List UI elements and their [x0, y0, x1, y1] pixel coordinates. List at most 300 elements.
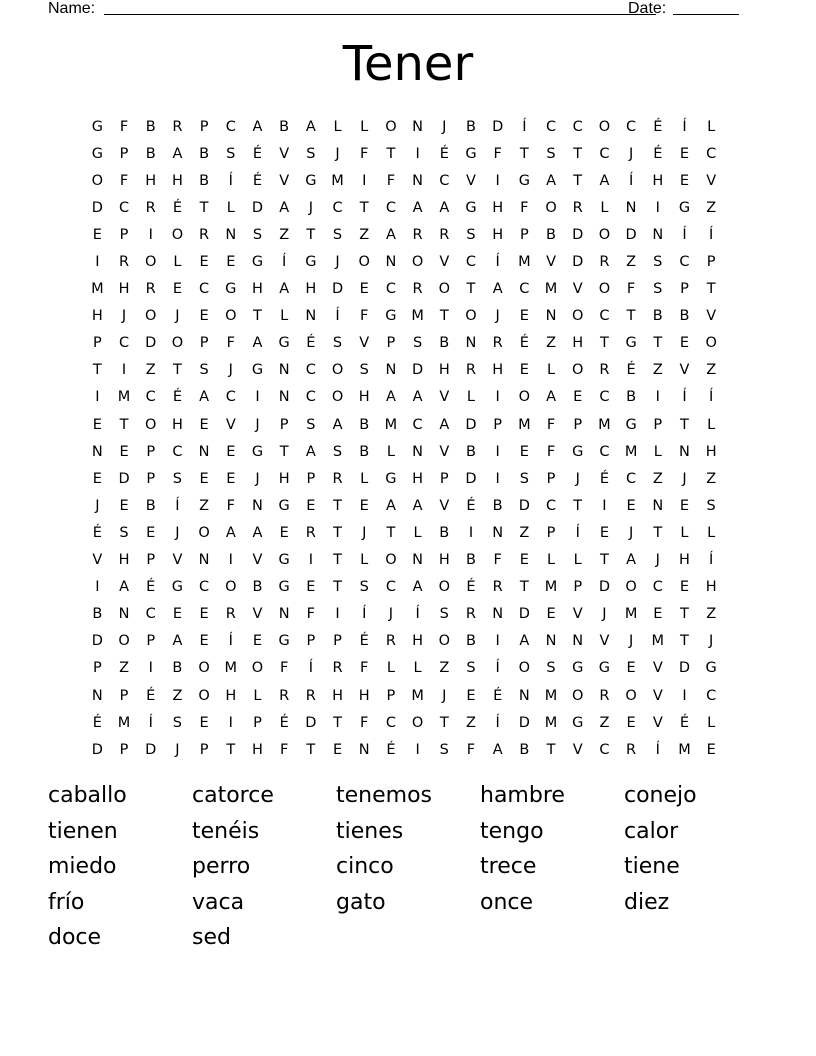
grid-row [84, 140, 725, 167]
grid-letter: Z [279, 226, 290, 243]
grid-letter: É [653, 145, 663, 162]
grid-letter: E [199, 714, 209, 731]
grid-letter: V [679, 362, 690, 379]
grid-letter: H [118, 552, 130, 569]
grid-letter: N [545, 633, 557, 650]
grid-letter: G [278, 633, 290, 650]
grid-letter: J [335, 254, 340, 271]
grid-letter: P [92, 335, 102, 352]
grid-letter: O [171, 335, 184, 352]
grid-letter: O [198, 524, 210, 541]
grid-row [84, 465, 725, 492]
grid-letter: Z [172, 687, 183, 704]
grid-letter: C [412, 416, 423, 433]
grid-letter: F [119, 118, 129, 135]
grid-letter: Í [175, 497, 180, 514]
page-title: Tener [342, 36, 474, 92]
grid-letter: R [172, 118, 183, 135]
grid-letter: M [624, 606, 638, 623]
grid-letter: P [92, 660, 102, 677]
grid-letter: B [465, 633, 476, 650]
grid-letter: N [625, 199, 637, 216]
grid-letter: H [305, 281, 317, 298]
grid-letter: M [117, 714, 131, 731]
grid-letter: É [386, 741, 396, 758]
grid-letter: I [228, 552, 233, 569]
grid-letter: R [305, 524, 316, 541]
grid-letter: F [226, 497, 235, 514]
grid-letter: Í [682, 389, 687, 406]
grid-letter: A [412, 389, 423, 406]
grid-letter: T [706, 281, 716, 298]
grid-letter: V [652, 687, 663, 704]
grid-letter: D [625, 226, 637, 243]
grid-letter: E [359, 497, 369, 514]
grid-letter: O [331, 389, 344, 406]
grid-letter: É [306, 335, 316, 352]
word-list-item: once [480, 889, 534, 915]
grid-row [84, 194, 725, 221]
grid-letter: R [412, 226, 423, 243]
grid-letter: T [172, 362, 182, 379]
grid-letter: P [386, 335, 396, 352]
grid-letter: C [679, 254, 690, 271]
grid-letter: L [173, 254, 182, 271]
grid-letter: V [439, 443, 450, 460]
grid-letter: F [493, 552, 502, 569]
grid-letter: S [226, 145, 236, 162]
grid-letter: M [544, 281, 558, 298]
grid-letter: V [572, 741, 583, 758]
grid-letter: R [599, 254, 610, 271]
grid-letter: C [225, 118, 236, 135]
grid-letter: P [706, 254, 716, 271]
grid-letter: N [305, 308, 317, 325]
grid-letter: G [705, 660, 717, 677]
grid-letter: I [228, 714, 233, 731]
grid-letter: O [385, 118, 397, 135]
grid-letter: A [385, 389, 396, 406]
grid-letter: S [306, 416, 316, 433]
grid-letter: O [572, 687, 584, 704]
grid-letter: Z [706, 199, 717, 216]
grid-letter: A [172, 633, 183, 650]
grid-letter: N [278, 389, 290, 406]
grid-letter: J [335, 145, 340, 162]
grid-letter: O [438, 633, 450, 650]
grid-letter: P [306, 470, 316, 487]
grid-letter: M [624, 443, 638, 460]
word-list-item: tiene [624, 854, 680, 879]
grid-letter: S [172, 714, 183, 731]
grid-letter: Í [682, 226, 687, 243]
grid-letter: F [360, 308, 369, 325]
grid-letter: N [465, 335, 477, 352]
worksheet-header [48, 0, 740, 18]
name-blank-line [104, 14, 656, 15]
grid-letter: O [411, 254, 424, 271]
grid-letter: L [413, 524, 422, 541]
grid-letter: Í [282, 254, 287, 271]
grid-letter: M [651, 633, 665, 650]
grid-letter: I [415, 145, 420, 162]
grid-letter: J [495, 308, 500, 325]
grid-letter: E [306, 579, 316, 596]
grid-letter: C [439, 172, 450, 189]
grid-letter: É [252, 145, 263, 162]
grid-letter: E [519, 443, 529, 460]
grid-letter: H [225, 687, 237, 704]
grid-letter: P [386, 687, 396, 704]
grid-letter: E [519, 308, 529, 325]
grid-letter: O [598, 118, 611, 135]
grid-letter: S [439, 606, 449, 623]
grid-letter: V [252, 606, 263, 623]
grid-letter: P [653, 416, 663, 433]
grid-letter: C [225, 389, 236, 406]
grid-letter: J [655, 552, 660, 569]
grid-letter: O [572, 362, 584, 379]
grid-letter: N [518, 687, 530, 704]
grid-letter: Z [599, 714, 610, 731]
grid-letter: V [652, 714, 663, 731]
grid-letter: M [544, 579, 558, 596]
grid-letter: E [653, 606, 663, 623]
grid-letter: D [91, 633, 103, 650]
grid-letter: I [148, 660, 153, 677]
grid-letter: J [628, 633, 634, 650]
grid-letter: L [707, 524, 716, 541]
grid-letter: N [198, 552, 210, 569]
grid-letter: C [199, 579, 210, 596]
grid-letter: F [546, 443, 556, 460]
grid-letter: É [493, 687, 503, 704]
grid-letter: S [439, 741, 449, 758]
grid-letter: S [546, 660, 556, 677]
grid-letter: S [466, 226, 476, 243]
grid-letter: J [121, 308, 127, 325]
grid-letter: T [519, 579, 529, 596]
grid-letter: L [360, 470, 369, 487]
grid-letter: O [331, 362, 344, 379]
grid-letter: H [252, 741, 263, 758]
grid-letter: Í [362, 606, 367, 623]
grid-letter: V [92, 552, 103, 569]
grid-letter: O [518, 660, 531, 677]
grid-letter: R [465, 362, 476, 379]
grid-letter: R [385, 633, 396, 650]
grid-letter: D [251, 199, 264, 216]
grid-letter: J [442, 687, 447, 704]
grid-letter: J [442, 118, 447, 135]
grid-letter: A [279, 199, 290, 216]
grid-letter: T [226, 741, 236, 758]
grid-letter: B [626, 389, 637, 406]
grid-letter: D [492, 118, 504, 135]
word-list-item: tienes [336, 818, 404, 844]
grid-letter: V [279, 172, 290, 189]
grid-letter: N [278, 362, 290, 379]
grid-letter: R [305, 687, 316, 704]
grid-letter: L [546, 552, 556, 569]
grid-letter: A [332, 416, 343, 433]
grid-letter: E [172, 281, 182, 298]
grid-letter: C [305, 389, 316, 406]
grid-letter: S [412, 335, 423, 352]
grid-letter: A [519, 633, 530, 650]
grid-letter: Í [575, 524, 580, 541]
name-label: Name: [48, 0, 96, 17]
grid-letter: É [359, 633, 369, 650]
grid-letter: R [279, 687, 290, 704]
grid-letter: J [709, 633, 714, 650]
grid-letter: I [148, 226, 153, 243]
grid-letter: P [199, 118, 209, 135]
grid-letter: A [412, 579, 423, 596]
grid-letter: N [679, 443, 690, 460]
grid-letter: J [628, 145, 634, 162]
grid-letter: G [518, 172, 530, 189]
word-list-item: gato [336, 889, 386, 915]
grid-letter: B [252, 579, 263, 596]
grid-letter: F [279, 741, 289, 758]
grid-letter: T [306, 226, 316, 243]
grid-letter: C [305, 362, 316, 379]
grid-letter: E [199, 416, 209, 433]
grid-letter: G [278, 497, 290, 514]
grid-letter: Z [119, 660, 129, 677]
grid-letter: Z [546, 335, 556, 352]
grid-letter: R [225, 606, 236, 623]
grid-letter: J [255, 470, 260, 487]
grid-letter: O [545, 199, 557, 216]
word-list-item: tienen [48, 818, 118, 844]
grid-letter: R [599, 687, 610, 704]
grid-letter: S [706, 497, 716, 514]
grid-letter: B [145, 497, 156, 514]
grid-letter: N [385, 362, 397, 379]
grid-letter: O [171, 226, 184, 243]
grid-letter: F [626, 281, 636, 298]
grid-letter: E [119, 443, 129, 460]
grid-letter: O [518, 389, 531, 406]
grid-letter: C [599, 145, 610, 162]
grid-letter: E [92, 226, 102, 243]
grid-letter: G [385, 308, 397, 325]
grid-letter: P [253, 714, 262, 731]
grid-row [84, 519, 725, 546]
grid-letter: G [678, 199, 691, 216]
grid-letter: F [493, 145, 502, 162]
grid-letter: G [572, 714, 584, 731]
grid-letter: L [653, 443, 662, 460]
grid-letter: É [653, 118, 663, 135]
grid-letter: H [492, 362, 504, 379]
grid-letter: B [652, 308, 663, 325]
grid-letter: N [545, 308, 557, 325]
grid-letter: C [118, 199, 130, 216]
grid-letter: I [255, 389, 260, 406]
grid-letter: C [599, 308, 610, 325]
word-list-item: diez [624, 889, 670, 915]
grid-letter: O [625, 579, 637, 596]
grid-letter: E [626, 660, 636, 677]
grid-letter: D [91, 741, 103, 758]
grid-row [84, 221, 725, 248]
grid-letter: O [598, 226, 611, 243]
grid-letter: P [199, 335, 209, 352]
grid-letter: O [598, 281, 611, 298]
grid-letter: L [386, 443, 395, 460]
grid-letter: H [438, 362, 450, 379]
grid-letter: N [252, 497, 263, 514]
grid-letter: E [706, 741, 716, 758]
grid-letter: I [468, 524, 474, 541]
grid-letter: F [360, 145, 369, 162]
grid-letter: N [118, 606, 130, 623]
grid-letter: I [95, 389, 100, 406]
grid-letter: E [199, 254, 209, 271]
grid-letter: O [251, 660, 264, 677]
grid-row [84, 574, 725, 601]
grid-letter: H [278, 470, 290, 487]
grid-letter: F [466, 741, 476, 758]
grid-letter: P [119, 741, 129, 758]
grid-letter: A [252, 524, 263, 541]
grid-letter: I [335, 606, 340, 623]
grid-letter: B [519, 741, 530, 758]
grid-letter: J [575, 470, 580, 487]
grid-letter: A [439, 199, 450, 216]
grid-letter: I [362, 172, 367, 189]
grid-letter: G [171, 579, 184, 596]
grid-letter: Í [228, 633, 233, 650]
grid-letter: J [228, 362, 233, 379]
grid-letter: T [359, 199, 369, 216]
grid-row [84, 167, 725, 194]
grid-letter: S [359, 362, 369, 379]
grid-letter: V [359, 335, 370, 352]
grid-letter: E [679, 579, 690, 596]
grid-letter: É [252, 172, 263, 189]
grid-letter: G [251, 254, 264, 271]
grid-letter: G [465, 145, 477, 162]
grid-letter: T [333, 579, 342, 596]
grid-letter: V [572, 281, 583, 298]
grid-letter: Z [706, 606, 717, 623]
grid-letter: I [495, 172, 500, 189]
grid-letter: C [599, 741, 610, 758]
grid-letter: C [385, 281, 396, 298]
grid-letter: O [438, 579, 450, 596]
grid-letter: C [626, 118, 637, 135]
grid-letter: B [359, 443, 370, 460]
grid-letter: H [358, 687, 370, 704]
word-list-item: caballo [48, 783, 127, 808]
grid-letter: M [411, 308, 424, 325]
grid-letter: Í [495, 254, 500, 271]
grid-letter: R [199, 226, 210, 243]
grid-letter: A [492, 281, 503, 298]
grid-letter: B [465, 552, 476, 569]
grid-letter: S [466, 660, 476, 677]
grid-letter: É [279, 714, 289, 731]
grid-letter: B [492, 497, 503, 514]
grid-letter: H [332, 687, 343, 704]
grid-letter: M [518, 254, 531, 271]
word-list-item: perro [192, 854, 251, 879]
grid-letter: V [706, 308, 717, 325]
grid-letter: Í [522, 118, 527, 135]
grid-letter: D [145, 335, 157, 352]
grid-letter: H [412, 633, 424, 650]
grid-letter: Í [495, 660, 500, 677]
grid-letter: J [175, 308, 180, 325]
grid-letter: C [545, 118, 557, 135]
grid-letter: Z [359, 226, 370, 243]
grid-letter: T [680, 633, 689, 650]
grid-row [84, 492, 725, 519]
grid-letter: H [91, 308, 103, 325]
grid-letter: C [172, 443, 183, 460]
grid-letter: E [679, 172, 690, 189]
grid-letter: I [495, 389, 500, 406]
grid-row [84, 601, 725, 628]
grid-letter: J [362, 524, 367, 541]
grid-row [84, 113, 725, 140]
grid-letter: M [678, 741, 691, 758]
grid-letter: C [332, 199, 343, 216]
grid-letter: A [385, 226, 396, 243]
word-list-item: tenemos [336, 783, 432, 808]
grid-letter: M [544, 714, 558, 731]
grid-letter: E [252, 633, 263, 650]
grid-letter: A [225, 524, 236, 541]
grid-letter: G [625, 335, 637, 352]
grid-letter: Z [439, 660, 450, 677]
grid-letter: R [599, 362, 610, 379]
grid-letter: R [332, 660, 343, 677]
grid-letter: R [145, 281, 156, 298]
grid-letter: Í [335, 308, 340, 325]
grid-letter: L [707, 416, 716, 433]
grid-letter: P [279, 416, 289, 433]
grid-letter: S [653, 281, 663, 298]
grid-letter: C [199, 281, 210, 298]
grid-letter: E [92, 416, 102, 433]
grid-letter: V [652, 660, 663, 677]
grid-letter: D [118, 470, 130, 487]
grid-letter: B [172, 660, 183, 677]
grid-letter: T [599, 552, 609, 569]
grid-letter: O [465, 308, 477, 325]
grid-letter: O [225, 308, 237, 325]
grid-letter: T [386, 145, 396, 162]
grid-letter: I [95, 579, 100, 596]
grid-letter: N [198, 443, 210, 460]
grid-letter: L [573, 552, 582, 569]
grid-letter: H [492, 199, 504, 216]
grid-letter: H [145, 172, 157, 189]
grid-letter: E [626, 714, 636, 731]
grid-letter: V [225, 416, 236, 433]
grid-letter: S [332, 335, 343, 352]
grid-letter: S [519, 470, 529, 487]
grid-letter: T [546, 741, 556, 758]
grid-letter: E [573, 389, 583, 406]
grid-letter: T [439, 308, 449, 325]
grid-letter: F [360, 660, 369, 677]
